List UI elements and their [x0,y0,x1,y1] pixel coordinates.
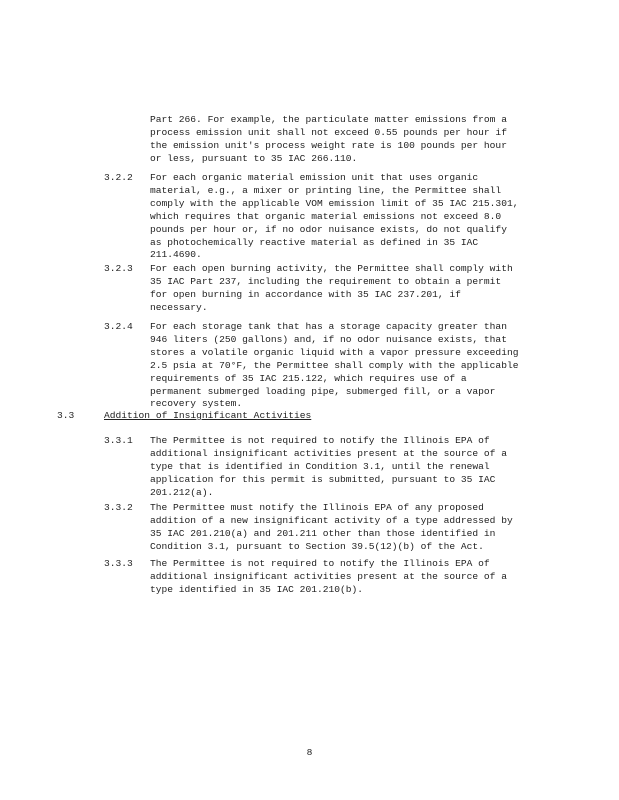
sub-item-number: 3.3.2 [104,502,133,513]
item-text: For each organic material emission unit that uses organic material, e.g., a mixer or printing line, the Permittee shall comply with the applicable VOM emission limit of 35 IAC 215.301, which requires that organic material emissions not exceed 8.0 pounds per hour or, if no odor nuisance exists, do not qualify as photochemically reactive material as defined in 35 IAC 211.4690. [150,172,519,261]
page-number: 8 [306,747,313,758]
sub-item-text: The Permittee is not required to notify the Illinois EPA of additional insignificant activities present at the source of a type that is identified in Condition 3.1, until the renewal application for this permit is submitted, pursuant to 35 IAC 201.212(a). [150,435,507,498]
section-number: 3.3 [57,410,75,421]
section-title: Addition of Insignificant Activities [104,410,312,421]
item-number: 3.2.4 [104,321,133,332]
item-number: 3.2.3 [104,263,133,274]
item-text: For each open burning activity, the Permittee shall comply with 35 IAC Part 237, including the requirement to obtain a permit for open burning in accordance with 35 IAC 237.201, if necessary. [150,263,513,313]
sub-item-number: 3.3.1 [104,435,133,446]
sub-item-text: The Permittee must notify the Illinois EPA of any proposed addition of a new insignificant activity of a type addressed by 35 IAC 201.210(a) and 201.211 other than those identified in Condition 3.1, pursuant to Section 39.5(12)(b) of the Act. [150,502,513,552]
sub-item-number: 3.3.3 [104,558,133,569]
continuation-paragraph: Part 266. For example, the particulate matter emissions from a process emission unit shall not exceed 0.55 pounds per hour if the emission unit's process weight rate is 100 pounds per hour or less, pursuant to 35 IAC 266.110. [150,114,507,164]
sub-item-text: The Permittee is not required to notify the Illinois EPA of additional insignificant activities present at the source of a type identified in 35 IAC 201.210(b). [150,558,507,595]
item-number: 3.2.2 [104,172,133,183]
item-text: For each storage tank that has a storage capacity greater than 946 liters (250 gallons) and, if no odor nuisance exists, that stores a volatile organic liquid with a vapor pressure exceeding 2.5 psia at 70°F, the Permittee shall comply with the applicable requirements of 35 IAC 215.122, which requires use of a permanent submerged loading pipe, submerged fill, or a vapor recovery system. [150,321,519,410]
